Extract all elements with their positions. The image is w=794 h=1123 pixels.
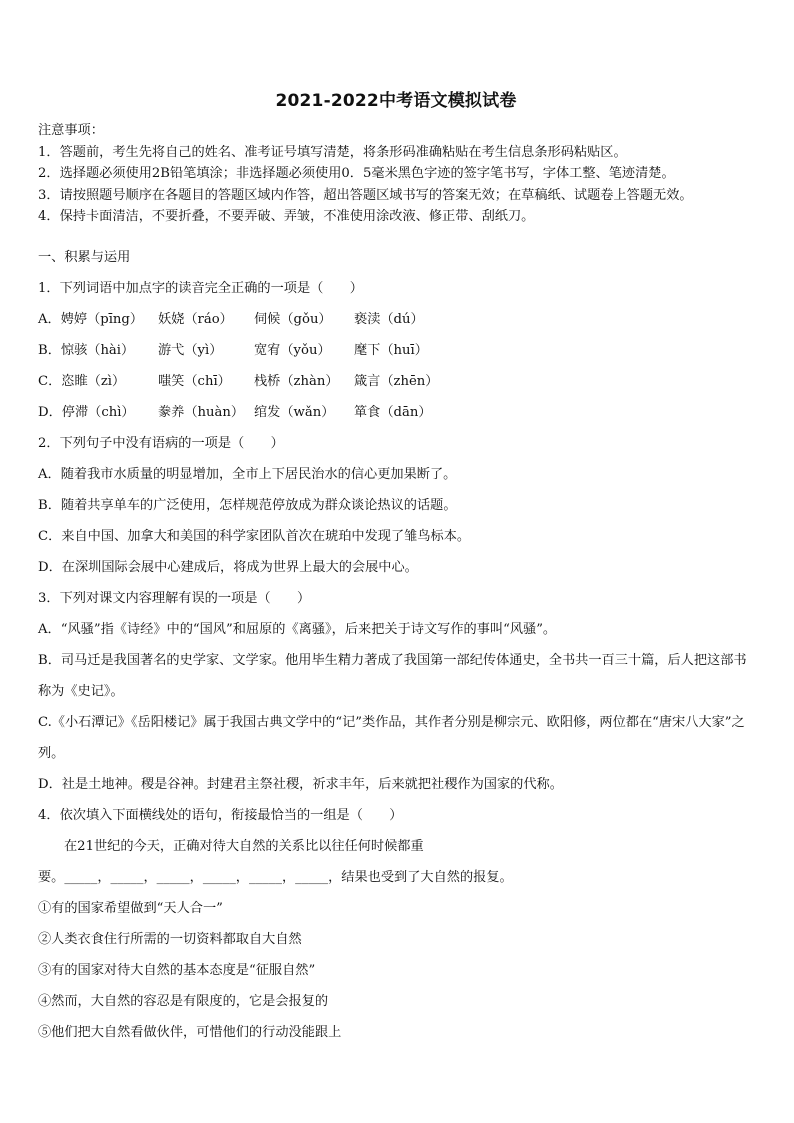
option-word: 豢养（huàn）: [158, 405, 245, 420]
question-4-item: ④然而，大自然的容忍是有限度的，它是会报复的: [38, 994, 329, 1009]
question-3-option-a: A．“风骚”指《诗经》中的“国风”和屈原的《离骚》，后来把关于诗文写作的事叫“风骚”。: [38, 622, 557, 637]
question-4-stem: 4．依次填入下面横线处的语句，衔接最恰当的一组是（ ）: [38, 808, 403, 823]
question-4-item: ③有的国家对待大自然的基本态度是“征服自然”: [38, 963, 316, 978]
option-word: 绾发（wǎn）: [254, 405, 335, 420]
question-4-item: ⑤他们把大自然看做伙伴，可惜他们的行动没能跟上: [38, 1025, 342, 1040]
notice-item: 1．答题前，考生先将自己的姓名、准考证号填写清楚，将条形码准确粘贴在考生信息条形码粘贴区。: [38, 144, 627, 160]
question-1-option-d: [38, 397, 754, 428]
question-1-stem: 1．下列词语中加点字的读音完全正确的一项是（ ）: [38, 281, 363, 296]
option-word: B．惊骇（hài）: [38, 343, 135, 358]
option-word: 伺候（gǒu）: [254, 312, 332, 327]
option-word: 游弋（yì）: [158, 343, 223, 358]
option-word: 栈桥（zhàn）: [254, 374, 339, 389]
notice-item: 4．保持卡面清洁，不要折叠，不要弄破、弄皱，不准使用涂改液、修正带、刮纸刀。: [38, 209, 535, 224]
question-2-option-a: A．随着我市水质量的明显增加，全市上下居民治水的信心更加果断了。: [38, 467, 457, 482]
option-word: 箴言（zhēn）: [354, 374, 439, 389]
notice-heading: 注意事项：: [38, 123, 104, 138]
option-word: 箪食（dān）: [354, 405, 432, 420]
question-3-option-d: D．社是土地神。稷是谷神。封建君主祭社稷，祈求丰年，后来就把社稷作为国家的代称。: [38, 777, 563, 792]
option-word: 麾下（huī）: [354, 343, 428, 358]
section-accumulation: [38, 242, 754, 1048]
option-word: A．娉婷（pīng）: [38, 312, 144, 327]
question-4-item: ②人类衣食住行所需的一切资料都取自大自然: [38, 932, 302, 947]
question-3-option-b: B．司马迁是我国著名的史学家、文学家。他用毕生精力著成了我国第一部纪传体通史，全书共一百三十篇，后人把这部书称为《史记》。: [38, 653, 747, 699]
question-2-stem: 2．下列句子中没有语病的一项是（ ）: [38, 436, 284, 451]
question-2-option-b: B．随着共享单车的广泛使用，怎样规范停放成为群众谈论热议的话题。: [38, 498, 457, 513]
question-1-option-c: [38, 366, 754, 397]
question-3-stem: 3．下列对课文内容理解有误的一项是（ ）: [38, 591, 311, 606]
question-4-passage: 在21世纪的今天，正确对待大自然的关系比以往任何时候都重: [64, 839, 424, 854]
question-2-option-c: C．来自中国、加拿大和美国的科学家团队首次在琥珀中发现了雏鸟标本。: [38, 529, 471, 544]
notice-item: 3．请按照题号顺序在各题目的答题区域内作答，超出答题区域书写的答案无效；在草稿纸、试题卷上答题无效。: [38, 187, 693, 203]
question-4-passage-cont: 要。_____，_____，_____，_____，_____，_____，结果也受到了大自然的报复。: [38, 870, 513, 885]
option-word: D．停滞（chì）: [38, 405, 135, 420]
option-word: 妖娆（ráo）: [158, 312, 233, 327]
notice-item: 2．选择题必须使用2B铅笔填涂；非选择题必须使用0．5毫米黑色字迹的签字笔书写，字体工整、笔迹清楚。: [38, 166, 675, 181]
question-4-item: ①有的国家希望做到“天人合一”: [38, 901, 223, 916]
option-word: 宽宥（yǒu）: [254, 343, 331, 358]
page-title: 2021-2022中考语文模拟试卷: [275, 91, 517, 111]
question-1-option-a: [38, 304, 754, 335]
option-word: 嗤笑（chī）: [158, 374, 231, 389]
option-word: C．恣睢（zì）: [38, 374, 126, 389]
notice-block: [38, 120, 754, 228]
option-word: 亵渎（dú）: [354, 312, 424, 327]
section-heading: 一、积累与运用: [38, 250, 131, 265]
question-3-option-c: C.《小石潭记》《岳阳楼记》属于我国古典文学中的“记”类作品，其作者分别是柳宗元、欧阳修，两位都在“唐宋八大家”之列。: [38, 715, 745, 761]
question-2-option-d: D．在深圳国际会展中心建成后，将成为世界上最大的会展中心。: [38, 560, 418, 575]
question-1-option-b: [38, 335, 754, 366]
